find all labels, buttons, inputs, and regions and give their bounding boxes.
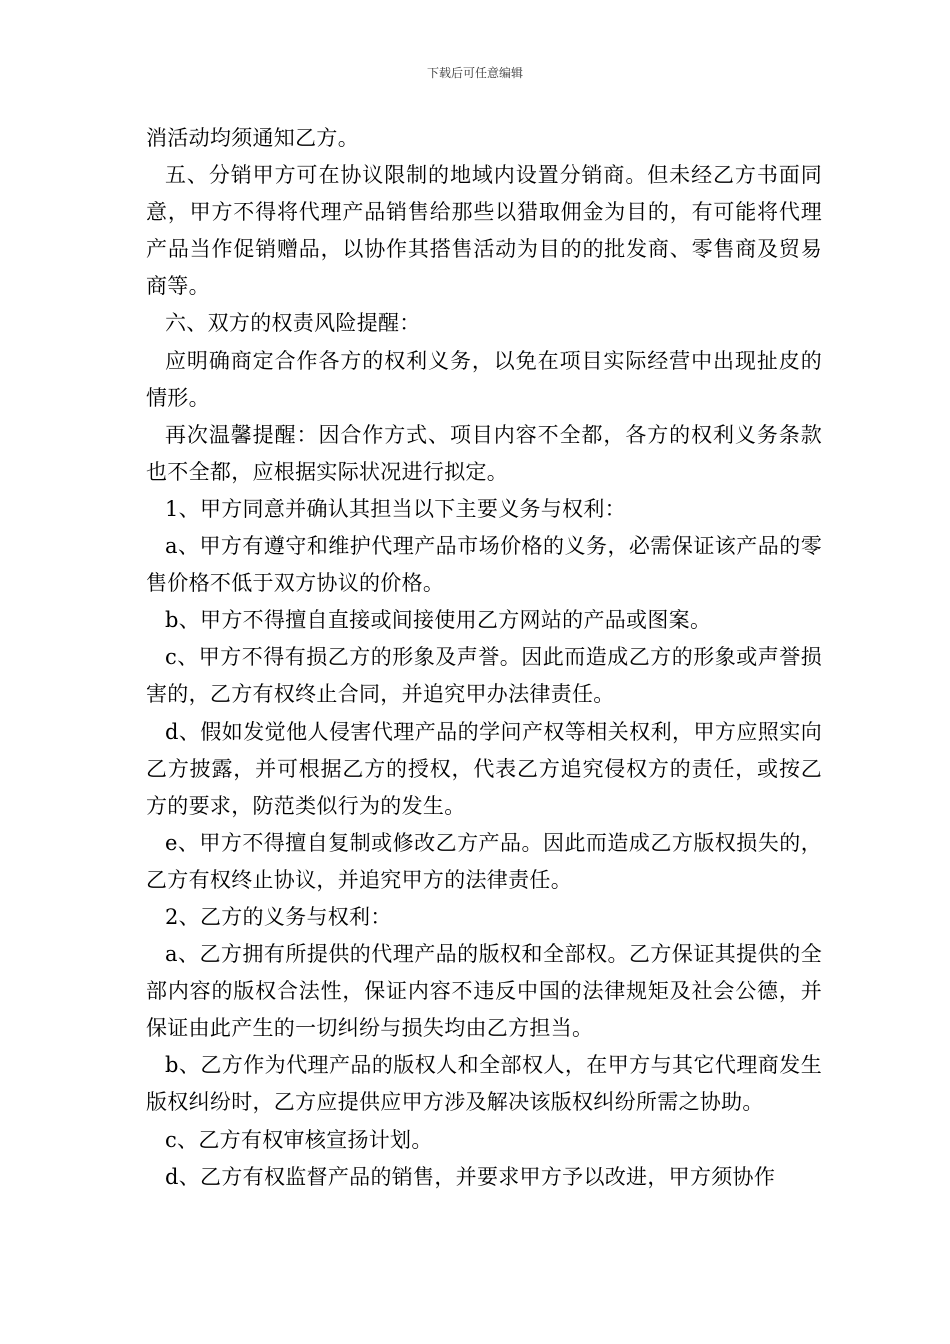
paragraph-party-a-item-e: e、甲方不得擅自复制或修改乙方产品。因此而造成乙方版权损失的，乙方有权终止协议，并追究甲方的法律责任。 [146,830,822,892]
paragraph-continuation: 消活动均须通知乙方。 [146,126,359,150]
paragraph-party-a-item-c: c、甲方不得有损乙方的形象及声誉。因此而造成乙方的形象或声誉损害的，乙方有权终止合同，并追究甲办法律责任。 [146,645,822,707]
paragraph-party-a-heading: 1、甲方同意并确认其担当以下主要义务与权利： [165,496,626,521]
paragraph-party-b-heading: 2、乙方的义务与权利： [165,904,392,929]
paragraph-party-b-item-a: a、乙方拥有所提供的代理产品的版权和全部权。乙方保证其提供的全部内容的版权合法性，保证内容不违反中国的法律规矩及社会公德，并保证由此产生的一切纠纷与损失均由乙方担当。 [146,942,822,1041]
paragraph-party-b-item-b: b、乙方作为代理产品的版权人和全部权人，在甲方与其它代理商发生版权纠纷时，乙方应提供应甲方涉及解决该版权纠纷所需之协助。 [146,1053,822,1115]
paragraph-party-b-item-c: c、乙方有权审核宣扬计划。 [165,1127,433,1152]
paragraph-party-a-item-d: d、假如发觉他人侵害代理产品的学问产权等相关权利，甲方应照实向乙方披露，并可根据乙方的授权，代表乙方追究侵权方的责任，或按乙方的要求，防范类似行为的发生。 [146,719,822,818]
paragraph-party-b-item-d: d、乙方有权监督产品的销售，并要求甲方予以改进，甲方须协作 [165,1164,776,1189]
paragraph-section-6: 六、双方的权责风险提醒： [165,311,421,336]
paragraph-rights-obligations: 应明确商定合作各方的权利义务，以免在项目实际经营中出现扯皮的情形。 [146,348,822,410]
document-body [146,120,822,1196]
paragraph-reminder: 再次温馨提醒：因合作方式、项目内容不全都，各方的权利义务条款也不全都，应根据实际状况进行拟定。 [146,422,822,484]
paragraph-party-a-item-b: b、甲方不得擅自直接或间接使用乙方网站的产品或图案。 [165,608,712,633]
page-header: 下载后可任意编辑 [426,66,523,80]
paragraph-section-5: 五、分销甲方可在协议限制的地域内设置分销商。但未经乙方书面同意，甲方不得将代理产品销售给那些以猎取佣金为目的，有可能将代理产品当作促销赠品，以协作其搭售活动为目的的批发商、零售商及贸易商等。 [146,163,822,299]
paragraph-party-a-item-a: a、甲方有遵守和维护代理产品市场价格的义务，必需保证该产品的零售价格不低于双方协议的价格。 [146,534,822,596]
